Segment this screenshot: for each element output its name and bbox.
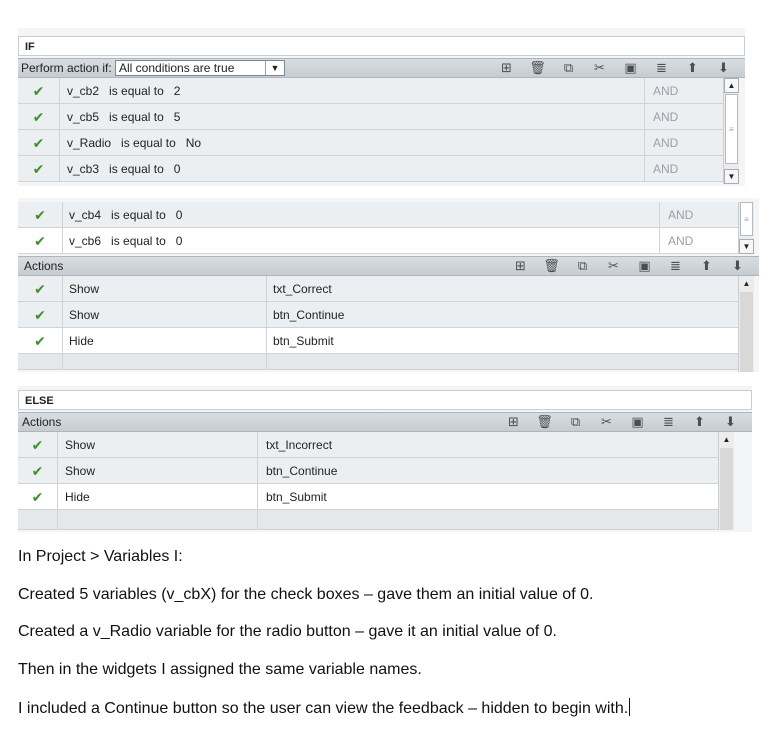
action-command[interactable]: Show bbox=[58, 458, 258, 483]
action-row[interactable] bbox=[18, 302, 738, 328]
action-command[interactable]: Hide bbox=[58, 484, 258, 509]
doc-paragraph: Created 5 variables (v_cbX) for the check boxes – gave them an initial value of 0. bbox=[18, 586, 594, 603]
condition-join[interactable]: AND bbox=[644, 104, 723, 129]
add-row-icon[interactable]: ⊞ bbox=[515, 258, 526, 273]
insert-row-icon[interactable]: ≣ bbox=[670, 258, 681, 273]
action-target[interactable]: txt_Incorrect bbox=[266, 438, 333, 452]
action-command[interactable]: Show bbox=[63, 276, 267, 301]
action-row[interactable] bbox=[18, 276, 738, 302]
condition-variable: v_cb4 bbox=[69, 208, 102, 222]
condition-row[interactable] bbox=[18, 156, 723, 182]
actions-scrollbar[interactable] bbox=[738, 276, 754, 372]
condition-variable: v_cb6 bbox=[69, 234, 102, 248]
doc-paragraph: Then in the widgets I assigned the same variable names. bbox=[18, 661, 422, 678]
perform-action-label: Perform action if: bbox=[21, 61, 112, 75]
action-target[interactable]: btn_Submit bbox=[266, 490, 327, 504]
action-command[interactable]: Hide bbox=[63, 328, 267, 353]
add-row-icon[interactable]: ⊞ bbox=[508, 414, 519, 429]
action-command[interactable]: Show bbox=[58, 432, 258, 457]
scroll-up-icon[interactable]: ▲ bbox=[719, 432, 734, 447]
condition-value: No bbox=[185, 136, 202, 150]
paste-icon[interactable]: ▣ bbox=[638, 258, 651, 273]
scroll-down-icon[interactable]: ▼ bbox=[739, 239, 754, 254]
condition-operator: is equal to bbox=[121, 136, 176, 150]
condition-variable: v_cb3 bbox=[67, 162, 100, 176]
scroll-up-icon[interactable]: ▲ bbox=[739, 276, 754, 291]
action-row[interactable] bbox=[18, 484, 718, 510]
condition-operator: is equal to bbox=[109, 84, 164, 98]
condition-mode-select[interactable]: All conditions are true ▼ bbox=[115, 60, 285, 76]
check-icon[interactable]: ✔ bbox=[18, 156, 60, 181]
action-target[interactable]: btn_Submit bbox=[273, 334, 334, 348]
condition-variable: v_cb5 bbox=[67, 110, 100, 124]
doc-paragraph: Created a v_Radio variable for the radio button – gave it an initial value of 0. bbox=[18, 623, 557, 640]
condition-join[interactable]: AND bbox=[644, 130, 723, 155]
scroll-down-icon[interactable]: ▼ bbox=[724, 169, 739, 184]
scroll-track[interactable] bbox=[740, 292, 753, 372]
condition-join[interactable]: AND bbox=[659, 228, 738, 253]
check-icon[interactable]: ✔ bbox=[18, 328, 63, 353]
move-down-icon[interactable]: ⬇ bbox=[718, 60, 729, 75]
condition-value: 0 bbox=[173, 162, 181, 176]
insert-row-icon[interactable]: ≣ bbox=[663, 414, 674, 429]
doc-paragraph-text: I included a Continue button so the user can view the feedback – hidden to begin with. bbox=[18, 700, 629, 717]
actions-scrollbar[interactable] bbox=[718, 432, 734, 530]
action-target[interactable]: btn_Continue bbox=[273, 308, 345, 322]
condition-join[interactable]: AND bbox=[659, 202, 738, 227]
condition-variable: v_cb2 bbox=[67, 84, 100, 98]
condition-value: 0 bbox=[175, 208, 183, 222]
empty-action-row[interactable] bbox=[18, 354, 738, 370]
move-up-icon[interactable]: ⬆ bbox=[694, 414, 705, 429]
check-icon[interactable]: ✔ bbox=[18, 276, 63, 301]
check-icon[interactable]: ✔ bbox=[18, 104, 60, 129]
cut-icon[interactable]: ✂ bbox=[608, 258, 619, 273]
condition-variable: v_Radio bbox=[67, 136, 112, 150]
condition-operator: is equal to bbox=[111, 208, 166, 222]
check-icon[interactable]: ✔ bbox=[18, 130, 60, 155]
scroll-track[interactable] bbox=[720, 448, 733, 530]
else-actions-toolbar bbox=[18, 412, 752, 432]
check-icon[interactable]: ✔ bbox=[18, 302, 63, 327]
action-command[interactable]: Show bbox=[63, 302, 267, 327]
check-icon[interactable]: ✔ bbox=[18, 202, 63, 227]
check-icon[interactable]: ✔ bbox=[18, 228, 63, 253]
copy-icon[interactable]: ⧉ bbox=[570, 414, 581, 429]
trash-icon[interactable]: 🗑 bbox=[529, 60, 546, 75]
paste-icon[interactable]: ▣ bbox=[631, 414, 644, 429]
window-drag-marks bbox=[348, 18, 398, 24]
actions-label: Actions bbox=[24, 259, 64, 273]
condition-row[interactable] bbox=[18, 130, 723, 156]
cut-icon[interactable]: ✂ bbox=[601, 414, 612, 429]
action-row[interactable] bbox=[18, 458, 718, 484]
check-icon[interactable]: ✔ bbox=[18, 432, 58, 457]
move-up-icon[interactable]: ⬆ bbox=[701, 258, 712, 273]
move-down-icon[interactable]: ⬇ bbox=[732, 258, 743, 273]
condition-value: 5 bbox=[173, 110, 181, 124]
condition-operator: is equal to bbox=[111, 234, 166, 248]
toolbar-icons bbox=[498, 413, 746, 431]
empty-action-row[interactable] bbox=[18, 510, 718, 530]
cut-icon[interactable]: ✂ bbox=[594, 60, 605, 75]
condition-value: 2 bbox=[173, 84, 181, 98]
toolbar-icons bbox=[491, 59, 739, 77]
else-panel bbox=[18, 386, 752, 532]
add-row-icon[interactable]: ⊞ bbox=[501, 60, 512, 75]
toolbar-icons bbox=[505, 257, 753, 275]
paste-icon[interactable]: ▣ bbox=[624, 60, 637, 75]
check-icon[interactable]: ✔ bbox=[18, 458, 58, 483]
scroll-thumb[interactable]: ≡ bbox=[740, 202, 753, 236]
if-header: IF bbox=[18, 36, 745, 56]
if-conditions-panel-top bbox=[18, 28, 745, 186]
actions-toolbar bbox=[18, 256, 759, 276]
condition-operator: is equal to bbox=[109, 162, 164, 176]
move-down-icon[interactable]: ⬇ bbox=[725, 414, 736, 429]
condition-join[interactable]: AND bbox=[644, 156, 723, 181]
actions-label: Actions bbox=[22, 415, 62, 429]
condition-row[interactable] bbox=[18, 202, 738, 228]
condition-row[interactable] bbox=[18, 104, 723, 130]
condition-value: 0 bbox=[175, 234, 183, 248]
action-target[interactable]: btn_Continue bbox=[266, 464, 338, 478]
check-icon[interactable]: ✔ bbox=[18, 484, 58, 509]
trash-icon[interactable]: 🗑 bbox=[536, 414, 553, 429]
check-icon[interactable]: ✔ bbox=[18, 78, 60, 103]
condition-row[interactable] bbox=[18, 78, 723, 104]
condition-join[interactable]: AND bbox=[644, 78, 723, 103]
conditions-toolbar bbox=[18, 58, 745, 78]
scroll-up-icon[interactable]: ▲ bbox=[724, 78, 739, 93]
text-cursor bbox=[629, 698, 630, 716]
else-header: ELSE bbox=[18, 390, 752, 410]
scroll-thumb[interactable]: ≡ bbox=[725, 94, 738, 164]
doc-paragraph: In Project > Variables I: bbox=[18, 548, 183, 565]
chevron-down-icon[interactable]: ▼ bbox=[265, 61, 284, 75]
copy-icon[interactable]: ⧉ bbox=[563, 60, 574, 75]
action-row[interactable] bbox=[18, 432, 718, 458]
copy-icon[interactable]: ⧉ bbox=[577, 258, 588, 273]
doc-paragraph-last bbox=[18, 698, 630, 718]
insert-row-icon[interactable]: ≣ bbox=[656, 60, 667, 75]
conditions-scrollbar[interactable] bbox=[738, 202, 754, 254]
action-target[interactable]: txt_Correct bbox=[273, 282, 332, 296]
trash-icon[interactable]: 🗑 bbox=[543, 258, 560, 273]
condition-row[interactable] bbox=[18, 228, 738, 254]
condition-operator: is equal to bbox=[109, 110, 164, 124]
move-up-icon[interactable]: ⬆ bbox=[687, 60, 698, 75]
conditions-scrollbar[interactable] bbox=[723, 78, 739, 184]
if-conditions-panel-bottom bbox=[18, 198, 759, 372]
action-row[interactable] bbox=[18, 328, 738, 354]
